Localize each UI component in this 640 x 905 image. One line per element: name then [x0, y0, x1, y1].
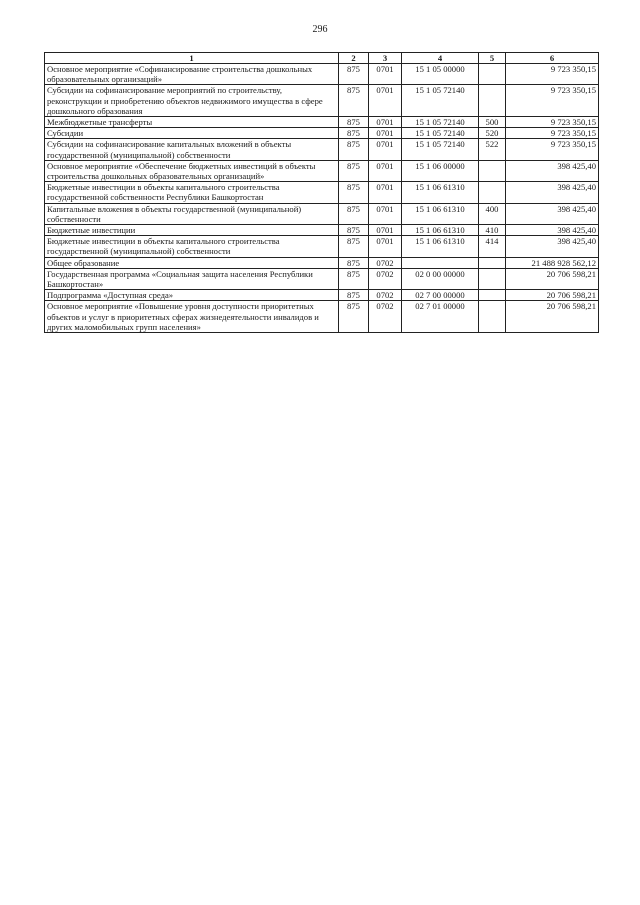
- table-row: [45, 225, 599, 236]
- cell-ministry-code: 875: [339, 203, 369, 224]
- cell-expense-type: [479, 290, 506, 301]
- table-row: [45, 290, 599, 301]
- cell-amount: 20 706 598,21: [506, 301, 599, 333]
- cell-ministry-code: 875: [339, 160, 369, 181]
- cell-expense-type: [479, 160, 506, 181]
- cell-section-code: 0701: [369, 117, 402, 128]
- cell-target-article: 15 1 05 72140: [402, 128, 479, 139]
- cell-target-article: 02 0 00 00000: [402, 268, 479, 289]
- cell-name: Бюджетные инвестиции в объекты капитального строительства государственной собственности Республики Башкортостан: [45, 182, 339, 203]
- cell-target-article: 15 1 05 72140: [402, 85, 479, 117]
- cell-section-code: 0701: [369, 225, 402, 236]
- cell-target-article: 02 7 00 00000: [402, 290, 479, 301]
- column-header-section: 3: [369, 53, 402, 64]
- cell-ministry-code: 875: [339, 236, 369, 257]
- table-header-row: [45, 53, 599, 64]
- table-row: [45, 203, 599, 224]
- cell-section-code: 0702: [369, 257, 402, 268]
- cell-amount: 9 723 350,15: [506, 117, 599, 128]
- table-row: [45, 117, 599, 128]
- cell-ministry-code: 875: [339, 301, 369, 333]
- cell-ministry-code: 875: [339, 128, 369, 139]
- cell-target-article: 15 1 06 61310: [402, 182, 479, 203]
- cell-ministry-code: 875: [339, 290, 369, 301]
- cell-section-code: 0701: [369, 128, 402, 139]
- cell-expense-type: [479, 301, 506, 333]
- cell-name: Субсидии: [45, 128, 339, 139]
- cell-amount: 398 425,40: [506, 203, 599, 224]
- cell-ministry-code: 875: [339, 139, 369, 160]
- column-header-name: 1: [45, 53, 339, 64]
- cell-section-code: 0701: [369, 236, 402, 257]
- cell-expense-type: [479, 268, 506, 289]
- table-row: [45, 301, 599, 333]
- table-row: [45, 236, 599, 257]
- cell-target-article: [402, 257, 479, 268]
- cell-target-article: 15 1 06 61310: [402, 236, 479, 257]
- cell-amount: 20 706 598,21: [506, 268, 599, 289]
- cell-ministry-code: 875: [339, 268, 369, 289]
- cell-amount: 9 723 350,15: [506, 139, 599, 160]
- cell-ministry-code: 875: [339, 257, 369, 268]
- cell-ministry-code: 875: [339, 225, 369, 236]
- table-row: [45, 257, 599, 268]
- cell-name: Основное мероприятие «Софинансирование строительства дошкольных образовательных организаций»: [45, 64, 339, 85]
- cell-section-code: 0701: [369, 182, 402, 203]
- cell-target-article: 15 1 05 00000: [402, 64, 479, 85]
- cell-name: Субсидии на софинансирование мероприятий по строительству, реконструкции и приобретению объектов недвижимого имущества в сфере дошкольного образования: [45, 85, 339, 117]
- table-row: [45, 139, 599, 160]
- budget-table: [44, 52, 599, 333]
- cell-ministry-code: 875: [339, 182, 369, 203]
- cell-name: Бюджетные инвестиции в объекты капитального строительства государственной (муниципальной) собственности: [45, 236, 339, 257]
- cell-expense-type: [479, 257, 506, 268]
- cell-expense-type: [479, 182, 506, 203]
- cell-amount: 9 723 350,15: [506, 64, 599, 85]
- column-header-ministry: 2: [339, 53, 369, 64]
- table-row: [45, 160, 599, 181]
- column-header-expense-type: 5: [479, 53, 506, 64]
- cell-name: Подпрограмма «Доступная среда»: [45, 290, 339, 301]
- cell-ministry-code: 875: [339, 64, 369, 85]
- cell-expense-type: 410: [479, 225, 506, 236]
- cell-section-code: 0701: [369, 203, 402, 224]
- cell-expense-type: 400: [479, 203, 506, 224]
- cell-amount: 9 723 350,15: [506, 128, 599, 139]
- cell-amount: 398 425,40: [506, 182, 599, 203]
- cell-section-code: 0702: [369, 268, 402, 289]
- cell-ministry-code: 875: [339, 85, 369, 117]
- table-row: [45, 64, 599, 85]
- cell-name: Межбюджетные трансферты: [45, 117, 339, 128]
- cell-name: Общее образование: [45, 257, 339, 268]
- cell-expense-type: 520: [479, 128, 506, 139]
- table-row: [45, 268, 599, 289]
- cell-name: Бюджетные инвестиции: [45, 225, 339, 236]
- cell-section-code: 0701: [369, 160, 402, 181]
- cell-name: Основное мероприятие «Обеспечение бюджетных инвестиций в объекты строительства дошкольных образовательных организаций»: [45, 160, 339, 181]
- cell-expense-type: 500: [479, 117, 506, 128]
- cell-target-article: 02 7 01 00000: [402, 301, 479, 333]
- cell-expense-type: [479, 85, 506, 117]
- cell-target-article: 15 1 06 61310: [402, 203, 479, 224]
- cell-target-article: 15 1 06 61310: [402, 225, 479, 236]
- cell-amount: 9 723 350,15: [506, 85, 599, 117]
- cell-section-code: 0701: [369, 85, 402, 117]
- cell-target-article: 15 1 05 72140: [402, 117, 479, 128]
- column-header-target-article: 4: [402, 53, 479, 64]
- cell-amount: 398 425,40: [506, 225, 599, 236]
- cell-expense-type: 522: [479, 139, 506, 160]
- page-number: 296: [312, 24, 328, 35]
- cell-section-code: 0701: [369, 139, 402, 160]
- table-row: [45, 85, 599, 117]
- cell-name: Субсидии на софинансирование капитальных вложений в объекты государственной (муниципальной) собственности: [45, 139, 339, 160]
- cell-section-code: 0701: [369, 64, 402, 85]
- cell-expense-type: [479, 64, 506, 85]
- column-header-amount: 6: [506, 53, 599, 64]
- table-row: [45, 128, 599, 139]
- cell-name: Основное мероприятие «Повышение уровня доступности приоритетных объектов и услуг в приоритетных сферах жизнедеятельности инвалидов и других маломобильных групп населения»: [45, 301, 339, 333]
- cell-target-article: 15 1 06 00000: [402, 160, 479, 181]
- cell-name: Государственная программа «Социальная защита населения Республики Башкортостан»: [45, 268, 339, 289]
- cell-name: Капитальные вложения в объекты государственной (муниципальной) собственности: [45, 203, 339, 224]
- table-body: [45, 64, 599, 333]
- cell-section-code: 0702: [369, 301, 402, 333]
- cell-amount: 398 425,40: [506, 236, 599, 257]
- cell-expense-type: 414: [479, 236, 506, 257]
- table-row: [45, 182, 599, 203]
- cell-section-code: 0702: [369, 290, 402, 301]
- cell-amount: 21 488 928 562,12: [506, 257, 599, 268]
- cell-amount: 20 706 598,21: [506, 290, 599, 301]
- cell-target-article: 15 1 05 72140: [402, 139, 479, 160]
- cell-amount: 398 425,40: [506, 160, 599, 181]
- cell-ministry-code: 875: [339, 117, 369, 128]
